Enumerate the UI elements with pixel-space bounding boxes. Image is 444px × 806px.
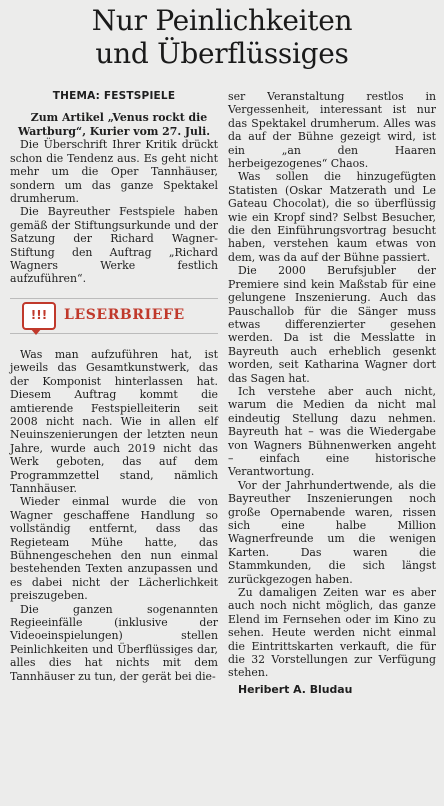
paragraph: Zu damaligen Zeiten war es aber auch noch nicht möglich, das ganze Elend im Fernsehen oder im Kino zu sehen. Heute werden nicht einmal die Eintrittskarten verkauft, die für die 32 Vorstellungen zur Verfügung stehen. [228, 586, 436, 680]
leserbriefe-banner [10, 298, 218, 334]
article-columns [10, 90, 436, 696]
paragraph: Vor der Jahrhundertwende, als die Bayreuther Inszenierungen noch große Opernabende waren, rissen sich eine halbe Million Wagnerfreunde um die wenigen Karten. Das waren die Stammkunden, die sich längst zurückgezogen haben. [228, 478, 436, 586]
paragraph: Die Überschrift Ihrer Kritik drückt schon die Tendenz aus. Es geht nicht mehr um die Oper Tannhäuser, sondern um das ganze Spektakel drumherum. [10, 138, 218, 206]
paragraph: ser Veranstaltung restlos in Vergessenheit, interessant ist nur das Spektakel drumherum. Alles was da auf der Bühne gezeigt wird, ist ein „an den Haaren herbeigezogenes“ Chaos. [228, 90, 436, 171]
left-column [10, 90, 218, 696]
headline-line-1: Nur Peinlichkeiten [91, 4, 353, 37]
paragraph: Ich verstehe aber auch nicht, warum die Medien da nicht mal eindeutig Stellung dazu nehmen. Bayreuth hat – was die Wiedergabe von Wagners Bühnenwerken angeht – einfach eine historische Verantwortung. [228, 384, 436, 479]
speech-bubble-exclamation-icon: !!! [22, 302, 56, 330]
headline [8, 4, 436, 70]
paragraph: Die ganzen sogenannten Regieeinfälle (inklusive der Videoeinspielungen) stellen Peinlichkeiten und Überflüssiges dar, alles dies hat nichts mit dem Tannhäuser zu tun, der gerät bei die- [10, 602, 218, 683]
headline-line-2: und Überflüssiges [95, 37, 349, 70]
paragraph: Die Bayreuther Festspiele haben gemäß der Stiftungsurkunde und der Satzung der Richard Wagner-Stiftung den Auftrag „Richard Wagners Werke festlich aufzuführen“. [10, 205, 218, 286]
paragraph: Was sollen die hinzugefügten Statisten (Oskar Matzerath und Le Gateau Chocolat), die so überflüssig wie ein Kropf sind? Selbst Besucher, die den Einführungsvortrag besucht haben, verstehen kaum etwas von dem, was da auf der Bühne passiert. [228, 170, 436, 264]
section-label: THEMA: FESTSPIELE [52, 90, 176, 102]
paragraph: Die 2000 Berufsjubler der Premiere sind kein Maßstab für eine gelungene Inszenierung. Auch das Pauschallob für die Sänger muss etwas differenzierter gesehen werden. Da ist die Messlatte in Bayreuth auch erheblich gesenkt worden, seit Katharina Wagner dort das Sagen hat. [228, 264, 436, 385]
author-signature: Heribert A. Bludau [238, 682, 353, 696]
paragraph: Wieder einmal wurde die von Wagner geschaffene Handlung so vollständig entfernt, dass das Regieteam Mühe hatte, das Bühnengeschehen den nun einmal bestehenden Texten anzupassen und es dabei nicht der Lächerlichkeit preiszugeben. [10, 495, 218, 603]
lead-reference: Zum Artikel „Venus rockt die Wartburg“, Kurier vom 27. Juli. [17, 111, 211, 138]
leserbriefe-label: LESERBRIEFE [64, 307, 185, 324]
paragraph: Was man aufzuführen hat, ist jeweils das Gesamtkunstwerk, das der Komponist hinterlassen hat. Diesem Auftrag kommt die amtierende Festspielleiterin seit 2008 nicht nach. Wie in allen elf Neuinszenierungen der letzten neun Jahre, wurde auch 2019 nicht das Werk geboten, das auf dem Programmzettel stand, nämlich Tannhäuser. [10, 347, 218, 495]
right-column [228, 90, 436, 696]
